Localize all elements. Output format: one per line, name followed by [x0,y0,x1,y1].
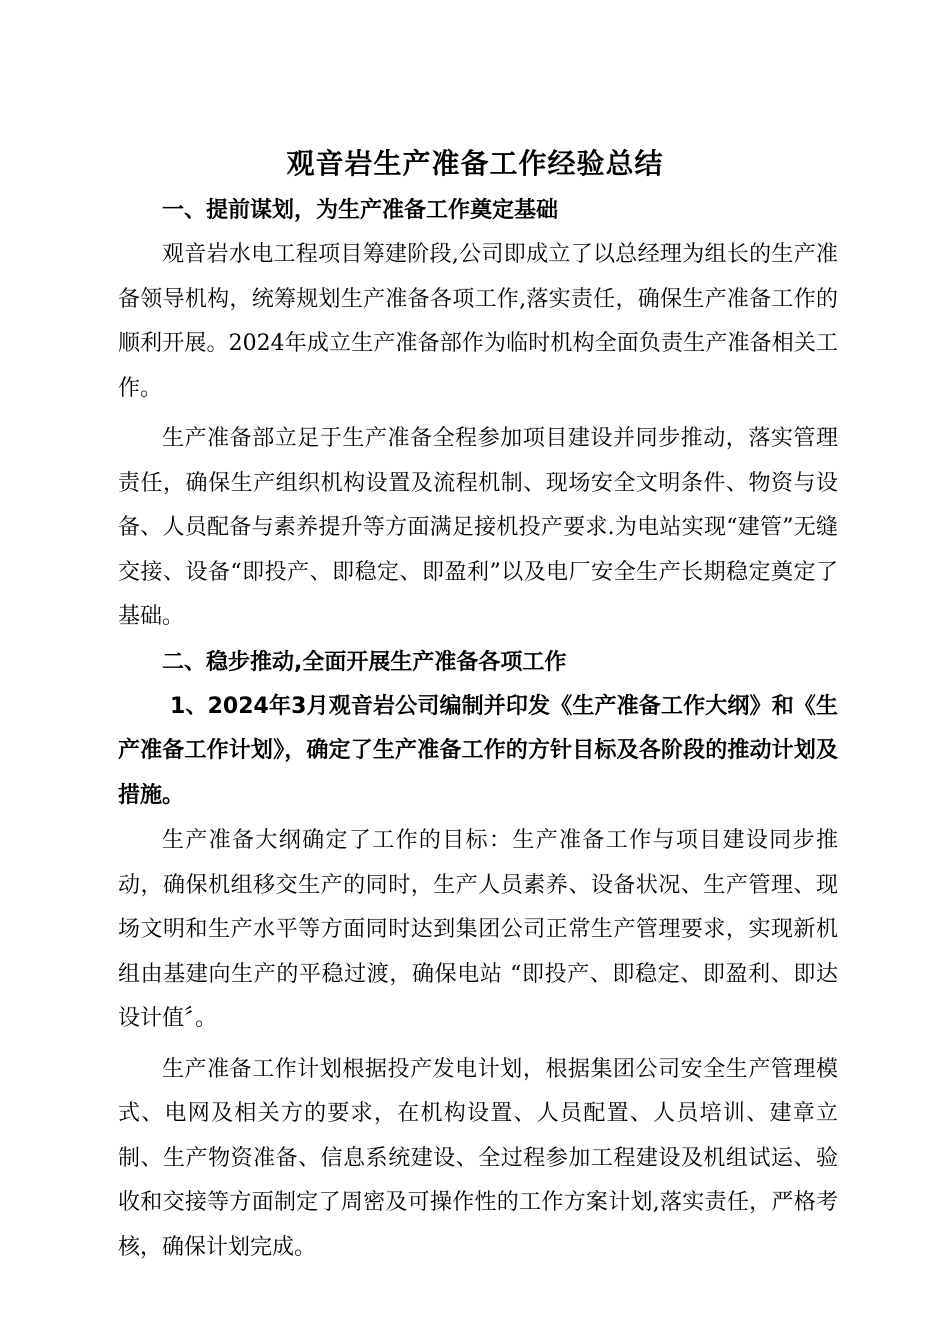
section-1-paragraph-1: 观音岩水电工程项目筹建阶段,公司即成立了以总经理为组长的生产准备领导机构，统筹规划生产准备各项工作,落实责任，确保生产准备工作的顺利开展。2024年成立生产准备部作为临时机构全面负责生产准备相关工作。 [118,242,838,401]
section-2-paragraph-2: 生产准备工作计划根据投产发电计划，根据集团公司安全生产管理模式、电网及相关方的要求，在机构设置、人员配置、人员培训、建章立制、生产物资准备、信息系统建设、全过程参加工程建设及机组试运、验收和交接等方面制定了周密及可操作性的工作方案计划,落实责任，严格考核，确保计划完成。 [118,1056,838,1260]
section-1-heading: 一、提前谋划，为生产准备工作奠定基础 [162,198,559,223]
section-2-heading: 二、稳步推动,全面开展生产准备各项工作 [162,649,567,675]
section-1-paragraph-2: 生产准备部立足于生产准备全程参加项目建设并同步推动，落实管理责任，确保生产组织机构设置及流程机制、现场安全文明条件、物资与设备、人员配备与素养提升等方面满足接机投产要求.为电站实现“建管”无缝交接、设备“即投产、即稳定、即盈利”以及电厂安全生产长期稳定奠定了基础。 [118,426,838,629]
document-title: 观音岩生产准备工作经验总结 [286,147,664,180]
section-2-item-1: 1、2024年3月观音岩公司编制并印发《生产准备工作大纲》和《生产准备工作计划》，确定了生产准备工作的方针目标及各阶段的推动计划及措施。 [118,693,838,808]
section-2-paragraph-1: 生产准备大纲确定了工作的目标：生产准备工作与项目建设同步推动，确保机组移交生产的同时，生产人员素养、设备状况、生产管理、现场文明和生产水平等方面同时达到集团公司正常生产管理要求，实现新机组由基建向生产的平稳过渡，确保电站 “即投产、即稳定、即盈利、即达设计值〞。 [118,828,838,1031]
document-body [118,189,838,1271]
